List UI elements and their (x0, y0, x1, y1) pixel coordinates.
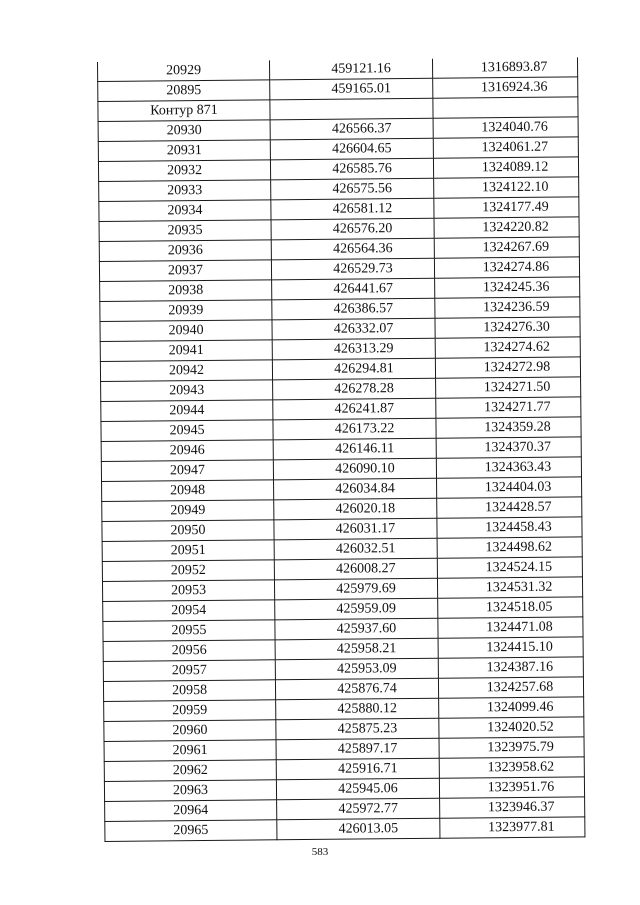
y-coordinate-cell: 1324531.32 (437, 577, 582, 598)
point-number-cell: 20944 (101, 400, 273, 422)
y-coordinate-cell: 1324518.05 (438, 597, 583, 618)
x-coordinate-cell: 426566.37 (270, 118, 433, 140)
y-coordinate-cell: 1324363.43 (436, 457, 581, 478)
x-coordinate-cell: 426585.76 (270, 158, 433, 180)
point-number-cell: 20953 (102, 580, 274, 602)
x-coordinate-cell: 426332.07 (272, 318, 435, 340)
x-coordinate-cell: 426278.28 (273, 378, 436, 400)
y-coordinate-cell: 1324220.82 (434, 217, 579, 238)
x-coordinate-cell: 425880.12 (276, 698, 439, 720)
y-coordinate-cell: 1324524.15 (437, 557, 582, 578)
x-coordinate-cell: 425945.06 (276, 778, 439, 800)
y-coordinate-cell: 1323958.62 (439, 757, 584, 778)
point-number-cell: 20936 (99, 240, 271, 262)
y-coordinate-cell: 1324272.98 (435, 357, 580, 378)
x-coordinate-cell: 459121.16 (269, 59, 432, 80)
point-number-cell: 20934 (99, 200, 271, 222)
point-number-cell: 20935 (99, 220, 271, 242)
point-number-cell: 20960 (104, 720, 276, 742)
y-coordinate-cell (433, 97, 578, 118)
y-coordinate-cell: 1323977.81 (440, 817, 585, 838)
x-coordinate-cell: 425958.21 (275, 638, 438, 660)
x-coordinate-cell: 426441.67 (272, 278, 435, 300)
y-coordinate-cell: 1324271.50 (436, 377, 581, 398)
y-coordinate-cell: 1324458.43 (437, 517, 582, 538)
x-coordinate-cell: 426241.87 (273, 398, 436, 420)
y-coordinate-cell: 1323951.76 (439, 777, 584, 798)
x-coordinate-cell: 426034.84 (274, 478, 437, 500)
x-coordinate-cell: 425959.09 (275, 598, 438, 620)
point-number-cell: 20957 (103, 660, 275, 682)
point-number-cell: 20931 (98, 140, 270, 162)
point-number-cell: 20942 (100, 360, 272, 382)
page-number: 583 (311, 846, 329, 858)
y-coordinate-cell: 1324274.86 (434, 257, 579, 278)
point-number-cell: 20961 (104, 740, 276, 762)
point-number-cell: 20951 (102, 540, 274, 562)
point-number-cell: 20956 (103, 640, 275, 662)
x-coordinate-cell: 426020.18 (274, 498, 437, 520)
coordinate-sheet (97, 57, 584, 842)
point-number-cell: 20940 (100, 320, 272, 342)
y-coordinate-cell: 1324370.37 (436, 437, 581, 458)
x-coordinate-cell: 426564.36 (271, 238, 434, 260)
point-number-cell: 20939 (100, 300, 272, 322)
x-coordinate-cell: 426294.81 (272, 358, 435, 380)
point-number-cell: 20948 (102, 480, 274, 502)
point-number-cell: 20946 (101, 440, 273, 462)
y-coordinate-cell: 1324271.77 (436, 397, 581, 418)
point-number-cell: 20929 (97, 60, 269, 81)
x-coordinate-cell: 425937.60 (275, 618, 438, 640)
x-coordinate-cell: 459165.01 (270, 78, 433, 100)
point-number-cell: 20959 (104, 700, 276, 722)
coordinates-table-body (97, 57, 584, 841)
point-number-cell: 20962 (104, 760, 276, 782)
y-coordinate-cell: 1324267.69 (434, 237, 579, 258)
x-coordinate-cell: 426031.17 (274, 518, 437, 540)
point-number-cell: 20930 (98, 120, 270, 142)
y-coordinate-cell: 1324498.62 (437, 537, 582, 558)
x-coordinate-cell: 425953.09 (275, 658, 438, 680)
point-number-cell: 20955 (103, 620, 275, 642)
y-coordinate-cell: 1324471.08 (438, 617, 583, 638)
point-number-cell: 20895 (98, 80, 270, 102)
y-coordinate-cell: 1324089.12 (433, 157, 578, 178)
point-number-cell: 20963 (104, 780, 276, 802)
x-coordinate-cell: 425972.77 (277, 798, 440, 820)
x-coordinate-cell: 426386.57 (272, 298, 435, 320)
x-coordinate-cell: 426604.65 (270, 138, 433, 160)
y-coordinate-cell: 1324236.59 (435, 297, 580, 318)
y-coordinate-cell: 1316893.87 (432, 57, 577, 78)
point-number-cell: 20938 (100, 280, 272, 302)
y-coordinate-cell: 1324177.49 (434, 197, 579, 218)
point-number-cell: 20958 (103, 680, 275, 702)
x-coordinate-cell: 426146.11 (273, 438, 436, 460)
point-number-cell: 20943 (101, 380, 273, 402)
y-coordinate-cell: 1324061.27 (433, 137, 578, 158)
y-coordinate-cell: 1324040.76 (433, 117, 578, 138)
point-number-cell: 20949 (102, 500, 274, 522)
y-coordinate-cell: 1324276.30 (435, 317, 580, 338)
x-coordinate-cell: 426313.29 (272, 338, 435, 360)
x-coordinate-cell (270, 98, 433, 120)
y-coordinate-cell: 1324099.46 (439, 697, 584, 718)
x-coordinate-cell: 426090.10 (273, 458, 436, 480)
y-coordinate-cell: 1316924.36 (433, 77, 578, 98)
x-coordinate-cell: 425876.74 (275, 678, 438, 700)
y-coordinate-cell: 1324020.52 (439, 717, 584, 738)
x-coordinate-cell: 426008.27 (274, 558, 437, 580)
point-number-cell: 20932 (98, 160, 270, 182)
y-coordinate-cell: 1324415.10 (438, 637, 583, 658)
point-number-cell: 20933 (99, 180, 271, 202)
y-coordinate-cell: 1324428.57 (437, 497, 582, 518)
x-coordinate-cell: 426581.12 (271, 198, 434, 220)
x-coordinate-cell: 426013.05 (277, 818, 440, 840)
y-coordinate-cell: 1324404.03 (437, 477, 582, 498)
y-coordinate-cell: 1324274.62 (435, 337, 580, 358)
point-number-cell: 20950 (102, 520, 274, 542)
y-coordinate-cell: 1324257.68 (438, 677, 583, 698)
contour-label: Контур 871 (98, 100, 270, 122)
point-number-cell: 20941 (100, 340, 272, 362)
point-number-cell: 20954 (103, 600, 275, 622)
table-row (105, 817, 585, 842)
point-number-cell: 20964 (105, 800, 277, 822)
y-coordinate-cell: 1324387.16 (438, 657, 583, 678)
coordinates-table (97, 57, 585, 842)
x-coordinate-cell: 425979.69 (274, 578, 437, 600)
y-coordinate-cell: 1324245.36 (435, 277, 580, 298)
x-coordinate-cell: 426576.20 (271, 218, 434, 240)
x-coordinate-cell: 426032.51 (274, 538, 437, 560)
point-number-cell: 20937 (99, 260, 271, 282)
x-coordinate-cell: 426529.73 (271, 258, 434, 280)
point-number-cell: 20947 (101, 460, 273, 482)
x-coordinate-cell: 425897.17 (276, 738, 439, 760)
y-coordinate-cell: 1323946.37 (440, 797, 585, 818)
x-coordinate-cell: 425875.23 (276, 718, 439, 740)
x-coordinate-cell: 426173.22 (273, 418, 436, 440)
point-number-cell: 20952 (102, 560, 274, 582)
x-coordinate-cell: 425916.71 (276, 758, 439, 780)
y-coordinate-cell: 1324122.10 (434, 177, 579, 198)
y-coordinate-cell: 1323975.79 (439, 737, 584, 758)
y-coordinate-cell: 1324359.28 (436, 417, 581, 438)
x-coordinate-cell: 426575.56 (271, 178, 434, 200)
point-number-cell: 20965 (105, 820, 277, 842)
point-number-cell: 20945 (101, 420, 273, 442)
